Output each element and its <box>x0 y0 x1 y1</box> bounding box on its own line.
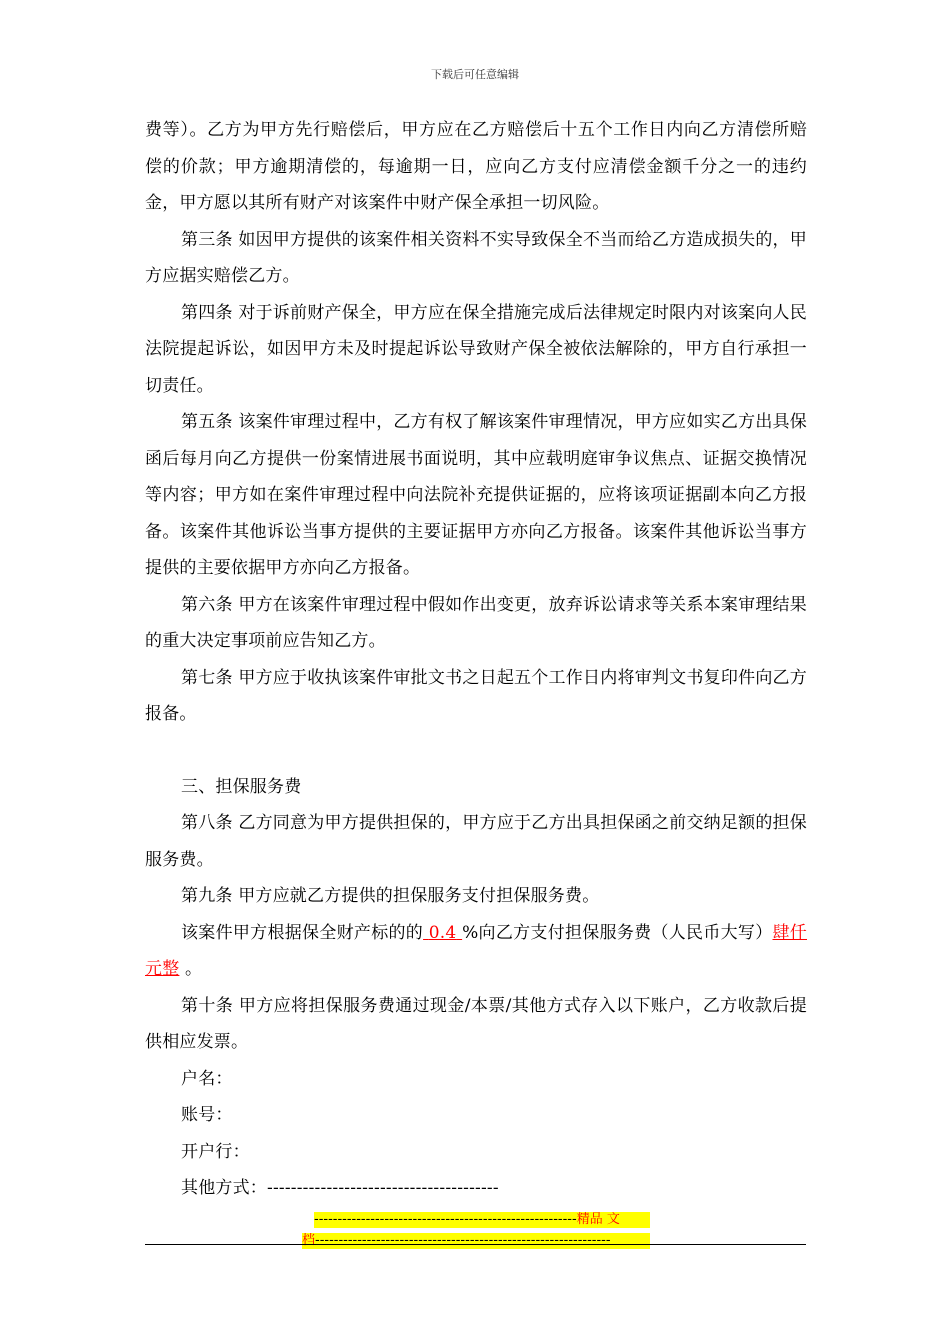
fee-amount: 肆仟元整 <box>145 922 807 979</box>
article-3: 第三条 如因甲方提供的该案件相关资料不实导致保全不当而给乙方造成损失的，甲方应据实赔偿乙方。 <box>145 229 807 286</box>
article-9: 第九条 甲方应就乙方提供的担保服务支付担保服务费。 <box>181 886 600 906</box>
article-4: 第四条 对于诉前财产保全，甲方应在保全措施完成后法律规定时限内对该案向人民法院提起诉讼，如因甲方未及时提起诉讼导致财产保全被依法解除的，甲方自行承担一切责任。 <box>145 302 807 396</box>
fee-rate-value: 0.4 <box>428 922 457 943</box>
article-6: 第六条 甲方在该案件审理过程中假如作出变更，放弃诉讼请求等关系本案审理结果的重大决定事项前应告知乙方。 <box>145 594 807 651</box>
paragraph-continuation: 费等）。乙方为甲方先行赔偿后，甲方应在乙方赔偿后十五个工作日内向乙方清偿所赔偿的价款；甲方逾期清偿的，每逾期一日，应向乙方支付应清偿金额千分之一的违约金，甲方愿以其所有财产对该案件中财产保全承担一切风险。 <box>145 120 807 213</box>
blank-line <box>145 733 807 769</box>
fee-rate <box>423 923 462 943</box>
article-7: 第七条 甲方应于收执该案件审批文书之日起五个工作日内将审判文书复印件向乙方报备。 <box>145 667 807 724</box>
fee-text-a: 该案件甲方根据保全财产标的的 <box>181 922 424 943</box>
account-fields <box>145 1061 807 1207</box>
account-name-label: 户名： <box>181 1068 233 1089</box>
article-8: 第八条 乙方同意为甲方提供担保的，甲方应于乙方出具担保函之前交纳足额的担保服务费。 <box>145 813 807 870</box>
footer-mark-1: 精品 文 <box>576 1212 620 1227</box>
footer-row-1 <box>314 1212 650 1228</box>
page-header: 下载后可任意编辑 <box>431 68 519 81</box>
document-body <box>145 112 807 1207</box>
section-heading: 三、担保服务费 <box>181 776 302 797</box>
footer-mark-2: 档 <box>302 1233 316 1248</box>
footer-row-2 <box>302 1233 650 1249</box>
fee-text-c: 。 <box>185 959 203 979</box>
footer-dashes-2: --------------------------------------------------------------- <box>315 1233 611 1248</box>
footer-watermark <box>302 1212 650 1254</box>
fee-clause <box>145 915 807 988</box>
footer-rule <box>145 1244 806 1245</box>
other-method-label: 其他方式：--------------------------------------- <box>181 1178 499 1198</box>
article-10: 第十条 甲方应将担保服务费通过现金/本票/其他方式存入以下账户，乙方收款后提供相应发票。 <box>145 995 807 1052</box>
account-number-label: 账号： <box>181 1105 233 1125</box>
bank-label: 开户行： <box>181 1141 250 1162</box>
article-5: 第五条 该案件审理过程中，乙方有权了解该案件审理情况，甲方应如实乙方出具保函后每月向乙方提供一份案情进展书面说明，其中应载明庭审争议焦点、证据交换情况等内容；甲方如在案件审理过程中向法院补充提供证据的，应将该项证据副本向乙方报备。该案件其他诉讼当事方提供的主要证据甲方亦向乙方报备。该案件其他诉讼当事方提供的主要依据甲方亦向乙方报备。 <box>145 412 807 578</box>
footer-dashes-1: -------------------------------------------------------- <box>314 1212 577 1227</box>
fee-text-b: %向乙方支付担保服务费（人民币大写） <box>462 922 773 943</box>
